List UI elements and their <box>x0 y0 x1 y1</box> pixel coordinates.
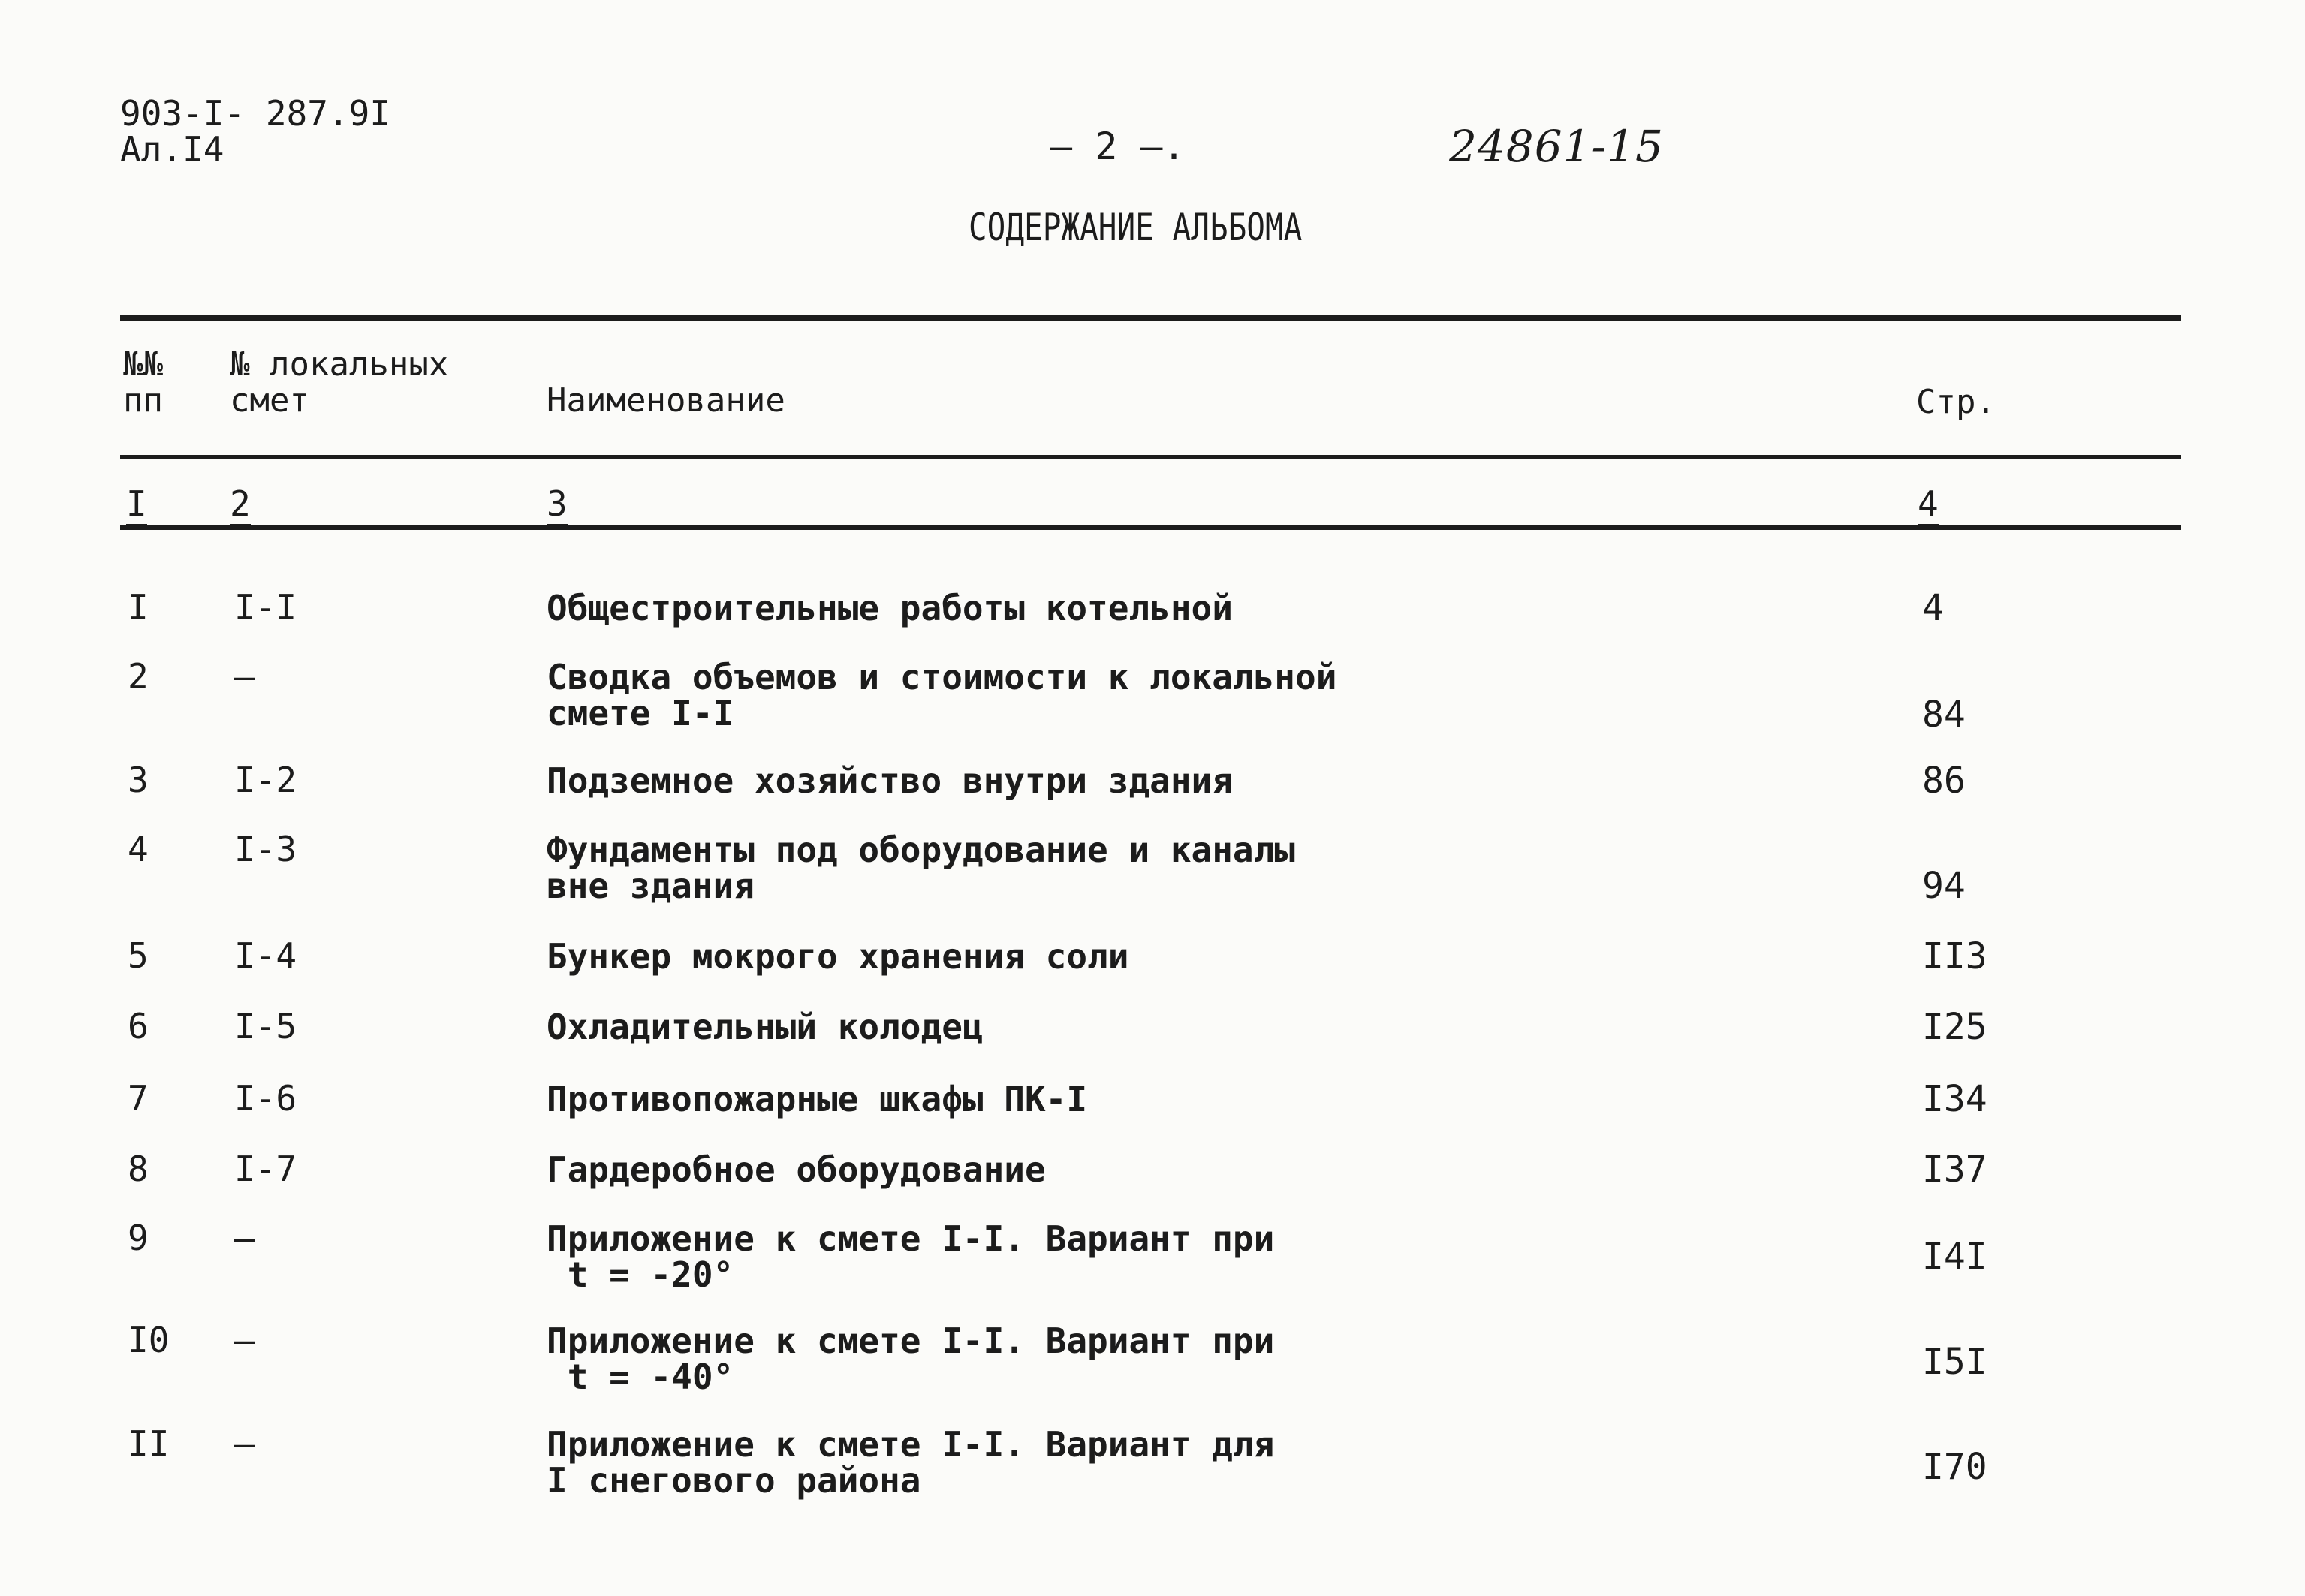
row-name: Фундаменты под оборудование и каналы вне здания <box>547 830 1295 906</box>
page-number: – 2 –. <box>1050 125 1186 168</box>
header-num: №№ пп <box>123 345 163 420</box>
row-estimate: I-6 <box>234 1078 297 1119</box>
row-estimate: I-5 <box>234 1006 297 1046</box>
row-name: Охладительный колодец <box>547 1007 984 1047</box>
row-estimate: – <box>234 1423 255 1464</box>
column-numbers-rule <box>120 525 2181 530</box>
row-estimate: – <box>234 1320 255 1360</box>
row-num: I0 <box>128 1320 170 1360</box>
header-estimate: № локальных смет <box>230 345 449 420</box>
row-num: I <box>128 587 149 628</box>
row-page: 84 <box>1922 694 1966 736</box>
row-page: I70 <box>1922 1446 1987 1488</box>
row-name: Общестроительные работы котельной <box>547 588 1233 628</box>
header-page: Стр. <box>1916 383 1996 421</box>
row-num: 8 <box>128 1149 149 1189</box>
row-page: I5I <box>1922 1341 1987 1383</box>
page-title: СОДЕРЖАНИЕ АЛЬБОМА <box>969 206 1303 249</box>
row-page: II3 <box>1922 935 1987 977</box>
row-num: 7 <box>128 1078 149 1119</box>
column-number: 2 <box>230 486 251 521</box>
row-name: Гардеробное оборудование <box>547 1149 1046 1190</box>
row-num: II <box>128 1423 170 1464</box>
row-num: 5 <box>128 935 149 976</box>
column-number: I <box>126 486 147 521</box>
row-estimate: I-2 <box>234 760 297 800</box>
header-name: Наименование <box>547 381 785 420</box>
row-estimate: I-4 <box>234 935 297 976</box>
row-name: Подземное хозяйство внутри здания <box>547 760 1233 801</box>
row-num: 2 <box>128 656 149 697</box>
row-page: 4 <box>1922 587 1944 629</box>
row-name: Приложение к смете I-I. Вариант при t = -40° <box>547 1320 1275 1397</box>
row-name: Сводка объемов и стоимости к локальной смете I-I <box>547 657 1337 733</box>
column-number: 3 <box>547 486 568 521</box>
row-estimate: I-3 <box>234 829 297 869</box>
row-page: I37 <box>1922 1149 1987 1191</box>
column-number: 4 <box>1918 486 1939 521</box>
album-sheet: Ал.I4 <box>120 129 224 170</box>
row-name: Приложение к смете I-I. Вариант при t = -20° <box>547 1218 1275 1295</box>
row-num: 4 <box>128 829 149 869</box>
row-estimate: – <box>234 1218 255 1258</box>
table-top-rule <box>120 315 2181 321</box>
row-num: 3 <box>128 760 149 800</box>
row-page: 94 <box>1922 865 1966 907</box>
row-estimate: – <box>234 656 255 697</box>
header-bottom-rule <box>120 455 2181 459</box>
row-estimate: I-7 <box>234 1149 297 1189</box>
row-num: 9 <box>128 1218 149 1258</box>
document-code: 903-I- 287.9I <box>120 93 391 134</box>
row-page: I4I <box>1922 1236 1987 1278</box>
row-name: Приложение к смете I-I. Вариант для I снегового района <box>547 1424 1275 1501</box>
archive-number: 24861-15 <box>1449 121 1664 172</box>
row-num: 6 <box>128 1006 149 1046</box>
row-name: Противопожарные шкафы ПК-I <box>547 1079 1088 1119</box>
row-page: I34 <box>1922 1078 1987 1120</box>
row-page: 86 <box>1922 760 1966 802</box>
row-estimate: I-I <box>234 587 297 628</box>
row-name: Бункер мокрого хранения соли <box>547 936 1129 977</box>
row-page: I25 <box>1922 1006 1987 1048</box>
